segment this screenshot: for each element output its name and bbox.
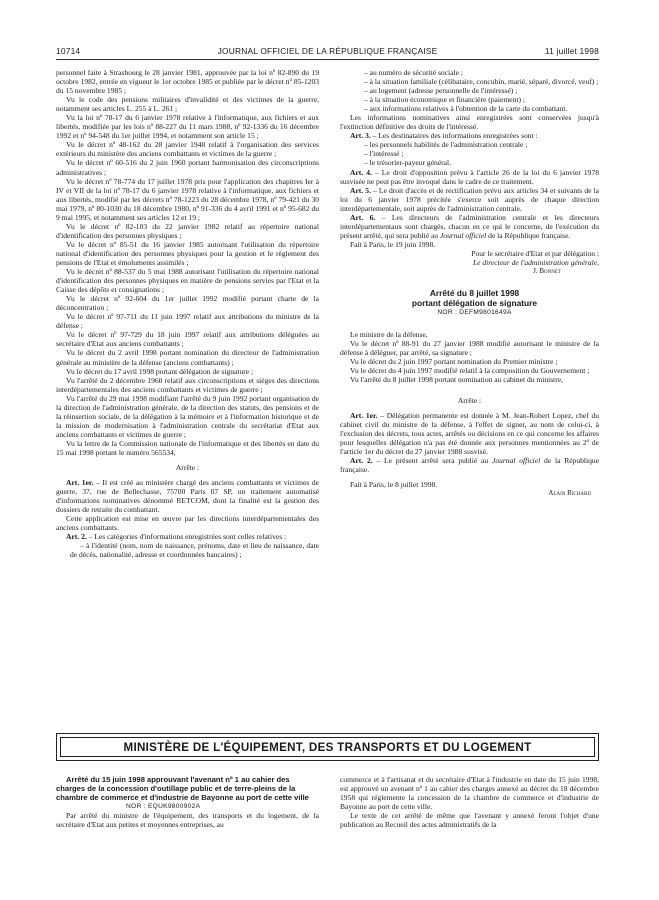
article-4 [340,168,599,186]
ministry-banner [56,733,599,761]
article-1 [340,411,599,456]
paragraph: Vu le décret du 4 juin 1997 modifié relatif à la composition du Gouvernement ; [350,365,590,375]
article-label: Art. 3. [350,131,371,141]
paragraph: Vu l'arrêté du 8 juillet 1998 portant nomination au cabinet du ministre, [350,374,564,384]
article-label: Art. 2. [350,456,373,466]
article-label: Art. 4. [350,167,372,177]
paragraph: Vu le décret nº 97-711 du 11 juin 1997 relatif aux attributions du ministre de la défense ; [56,312,319,331]
article-text: – Le droit d'accès et de rectification prévu aux articles 34 et suivants de la loi du 6 janvier 1978 précitée s'exerce soit auprès de chaque direction interdépartementale, soit auprès de l'administration centrale. [340,185,599,213]
ministry-title: MINISTÈRE DE L'ÉQUIPEMENT, DES TRANSPORTS ET DU LOGEMENT [60,737,595,757]
list-item: – à l'identité (nom, nom de naissance, prénoms, date et lieu de naissance, date de décès, nationalité, adresse et coordonnées bancaires) ; [70,541,319,560]
article-text: – Les catégories d'informations enregistrées sont celles relatives : [86,532,287,542]
article-label: Art. 2. [66,532,87,542]
signatory-name: Alain Richard [548,489,591,498]
paragraph: Vu le décret nº 85-51 du 16 janvier 1985 autorisant l'utilisation du répertoire national d'identification des personnes physiques pour la gestion et le règlement des pensions de l'Etat et émoluments assimilés ; [56,239,319,267]
article-text: – Les destinataires des informations enregistrées sont : [370,131,538,141]
signature-title: Le directeur de l'administration générale, [472,257,599,267]
article-text: – Les directeurs de l'administration centrale et les directeurs interdépartementaux sont chargés, chacun en ce qui le concerne, de l'exécution du présent arrêté, qui sera publié au [340,212,600,240]
journal-name: Journal officiel [439,230,487,240]
bottom-left-column [56,775,319,829]
article-2 [56,532,319,541]
signing-place-date: Fait à Paris, le 8 juillet 1998. [350,480,438,490]
arrete-label: Arrête : [175,463,200,473]
article-text: de la République française. [486,230,571,240]
article-6 [340,213,599,240]
arrete-title: Arrêté du 8 juillet 1998 [429,288,520,299]
article-2 [340,456,599,474]
list-item: – le trésorier-payeur général. [364,158,452,168]
article-text: – Délégation permanente est donnée à M. Jean-Robert Lopez, chef du cabinet civil du ministre de la défense, à l'effet de signer, au nom de celui-ci, à l'exclusion des décrets, tous actes, arrêtés ou décisions en ce qui concerne les affaires pour lesquelles délégation n'a pas été donnée aux personnes mentionnées au 2º de l'article 1er du décret du 27 janvier 1988 susvisé. [340,410,599,457]
article-5 [340,186,599,213]
list-item: – les personnels habilités de l'administration centrale ; [364,140,528,150]
journal-title: JOURNAL OFFICIEL DE LA RÉPUBLIQUE FRANÇAISE [217,46,438,56]
article-text: – Le présent arrêté sera publié au [372,456,492,466]
paragraph: Le texte de cet arrêté de même que l'avenant y annexé feront l'objet d'une publication au Recueil des actes administratifs de la [340,811,599,830]
signatory-name: J. Bonnet [533,267,561,276]
nor-reference: NOR : EQUK9800902A [126,803,201,810]
paragraph: Vu le code des pensions militaires d'invalidité et des victimes de la guerre, notamment ses articles L. 255 à L. 261 ; [56,95,319,114]
bottom-right-column [340,775,599,829]
paragraph: Vu le décret du 2 juin 1997 portant nomination du Premier ministre ; [350,356,558,366]
arrete-label: Arrête : [457,395,482,405]
paragraph: Vu le décret nº 97-729 du 18 juin 1997 relatif aux attributions déléguées au secrétaire d'Etat aux anciens combattants ; [56,330,319,349]
paragraph: Vu le décret nº 88-537 du 5 mai 1988 autorisant l'utilisation du répertoire national d'identification des personnes physiques en matière de pensions servies par l'Etat et la Caisse des dépôts et consignations ; [56,267,319,295]
arrete-subtitle: portant délégation de signature [411,298,538,309]
paragraph: Vu le décret nº 78-774 du 17 juillet 1978 pris pour l'application des chapitres Ier à IV et VII de la loi nº 78-17 du 6 janvier 1978 relative à l'informatique, aux fichiers et aux libertés, modifié par les décrets nº 78-1223 du 28 décembre 1978, nº 79-421 du 30 mai 1979, nº 80-1030 du 18 décembre 1980, nº 91-336 du 4 avril 1991 et nº 95-682 du 9 mai 1995, et notamment ses articles 12 et 19 ; [56,176,319,222]
nor-reference: NOR : DEFM9801649A [437,309,512,317]
paragraph: personnel faite à Strasbourg le 28 janvier 1981, approuvée par la loi nº 82-890 du 19 octobre 1982, entrée en vigueur le 1er octobre 1985 et publiée par le décret nº 85-1203 du 15 novembre 1985 ; [56,68,319,96]
paragraph: Vu le décret du 2 avril 1998 portant nomination du directeur de l'administration générale au ministère de la défense (anciens combattants) ; [56,348,319,367]
paragraph: commerce et à l'artisanat et du secrétaire d'Etat à l'industrie en date du 15 juin 1998, est approuvé un avenant nº 1 au cahier des charges annexé au décret du 18 décembre 1958 qui réglemente la concession de la chambre de commerce et d'industrie de Bayonne au port de cette ville. [340,775,599,812]
signature-delegation: Pour le secrétaire d'Etat et par délégation : [471,248,599,258]
article-text: – Il est créé au ministère chargé des anciens combattants et victimes de guerre, 37, rue de Bellechasse, 75700 Paris 07 SP, un traitement automatisé d'informations nominatives dénommé RETCOM, dont la finalité est la gestion des dossiers de retraite du combattant. [56,478,319,515]
paragraph: Vu la loi nº 78-17 du 6 janvier 1978 relative à l'informatique, aux fichiers et aux libertés, modifiée par les lois nº 88-227 du 11 mars 1988, nº 92-1336 du 16 décembre 1992 et nº 94-548 du 1er juillet 1994, et notamment son article 15 ; [56,113,319,141]
article-text: de la République française. [340,456,600,475]
page-number: 10714 [56,46,81,56]
paragraph: Vu la lettre de la Commission nationale de l'informatique et des libertés en date du 15 mai 1998 portant le numéro 565534, [56,438,319,457]
paragraph: Vu l'arrêté du 2 décembre 1960 relatif aux circonscriptions et sièges des directions interdépartementales des anciens combattants et victimes de guerre ; [56,375,319,394]
article-text: – Le droit d'opposition prévu à l'article 26 de la loi du 6 janvier 1978 susvisée ne peut pas être invoqué dans le cadre de ce traitement. [340,167,599,186]
right-column [340,68,599,498]
paragraph: Le ministre de la défense, [350,329,428,339]
article-label: Art. 5. [350,185,371,195]
arrete-title: Arrêté du 15 juin 1998 approuvant l'avenant nº 1 au cahier des charges de la concession d'outillage public et de terre-pleins de la chambre de commerce et d'industrie de Bayonne au port de cette ville [56,775,309,802]
issue-date: 11 juillet 1998 [544,46,599,56]
paragraph: Vu le décret nº 92-604 du 1er juillet 1992 modifié portant charte de la déconcentration ; [56,294,319,313]
paragraph: Les informations nominatives ainsi enregistrées sont conservées jusqu'à l'extinction définitive des droits de l'intéressé. [340,113,599,132]
left-column [56,68,319,559]
paragraph: Vu le décret nº 48-162 du 28 janvier 1948 relatif à l'organisation des services extérieurs du ministère des anciens combattants et victimes de la guerre ; [56,140,319,159]
article-label: Art. 1er. [66,478,94,488]
paragraph: Vu le décret du 17 avril 1998 portant délégation de signature ; [66,366,254,376]
paragraph: Vu le décret nº 82-103 du 22 janvier 1982 relatif au répertoire national d'identification des personnes physiques ; [56,221,319,240]
list-item: – l'intéressé ; [364,149,404,159]
journal-name: Journal officiel [491,456,541,466]
article-label: Art. 6. [350,212,376,222]
header-rule [56,59,599,60]
article-label: Art. 1er. [350,410,378,420]
paragraph: Cette application est mise en œuvre par les directions interdépartementales des anciens combattants. [56,514,319,533]
list-item: – à la situation familiale (célibataire, concubin, marié, séparé, divorcé, veuf) ; [364,77,599,87]
list-item: – au logement (adresse personnelle de l'intéressé) ; [364,86,518,96]
paragraph: Par arrêté du ministre de l'équipement, des transports et du logement, de la secrétaire d'Etat aux petites et moyennes entreprises, au [56,811,319,830]
page-header [56,46,599,60]
list-item: – aux informations relatives à l'obtention de la carte du combattant. [364,104,568,114]
signing-place-date: Fait à Paris, le 19 juin 1998. [350,239,436,249]
paragraph: Vu le décret nº 88-91 du 27 janvier 1988 modifié autorisant le ministre de la défense à déléguer, par arrêté, sa signature ; [340,338,599,357]
paragraph: Vu l'arrêté du 29 mai 1998 modifiant l'arrêté du 9 juin 1992 portant organisation de la direction de l'administration générale, de la direction des statuts, des pensions et de la réinsertion sociale, de la délégation à la mémoire et à l'information historique et de la mission de modernisation à l'administration centrale du secrétariat d'Etat aux anciens combattants et victimes de guerre ; [56,393,319,439]
article-1 [56,478,319,514]
list-item: – au numéro de sécurité sociale ; [364,68,463,77]
paragraph: Vu le décret nº 60-516 du 2 juin 1960 portant harmonisation des circonscriptions administratives ; [56,158,319,177]
list-item: – à la situation économique et financière (paiement) ; [364,95,525,105]
article-3 [340,131,599,140]
